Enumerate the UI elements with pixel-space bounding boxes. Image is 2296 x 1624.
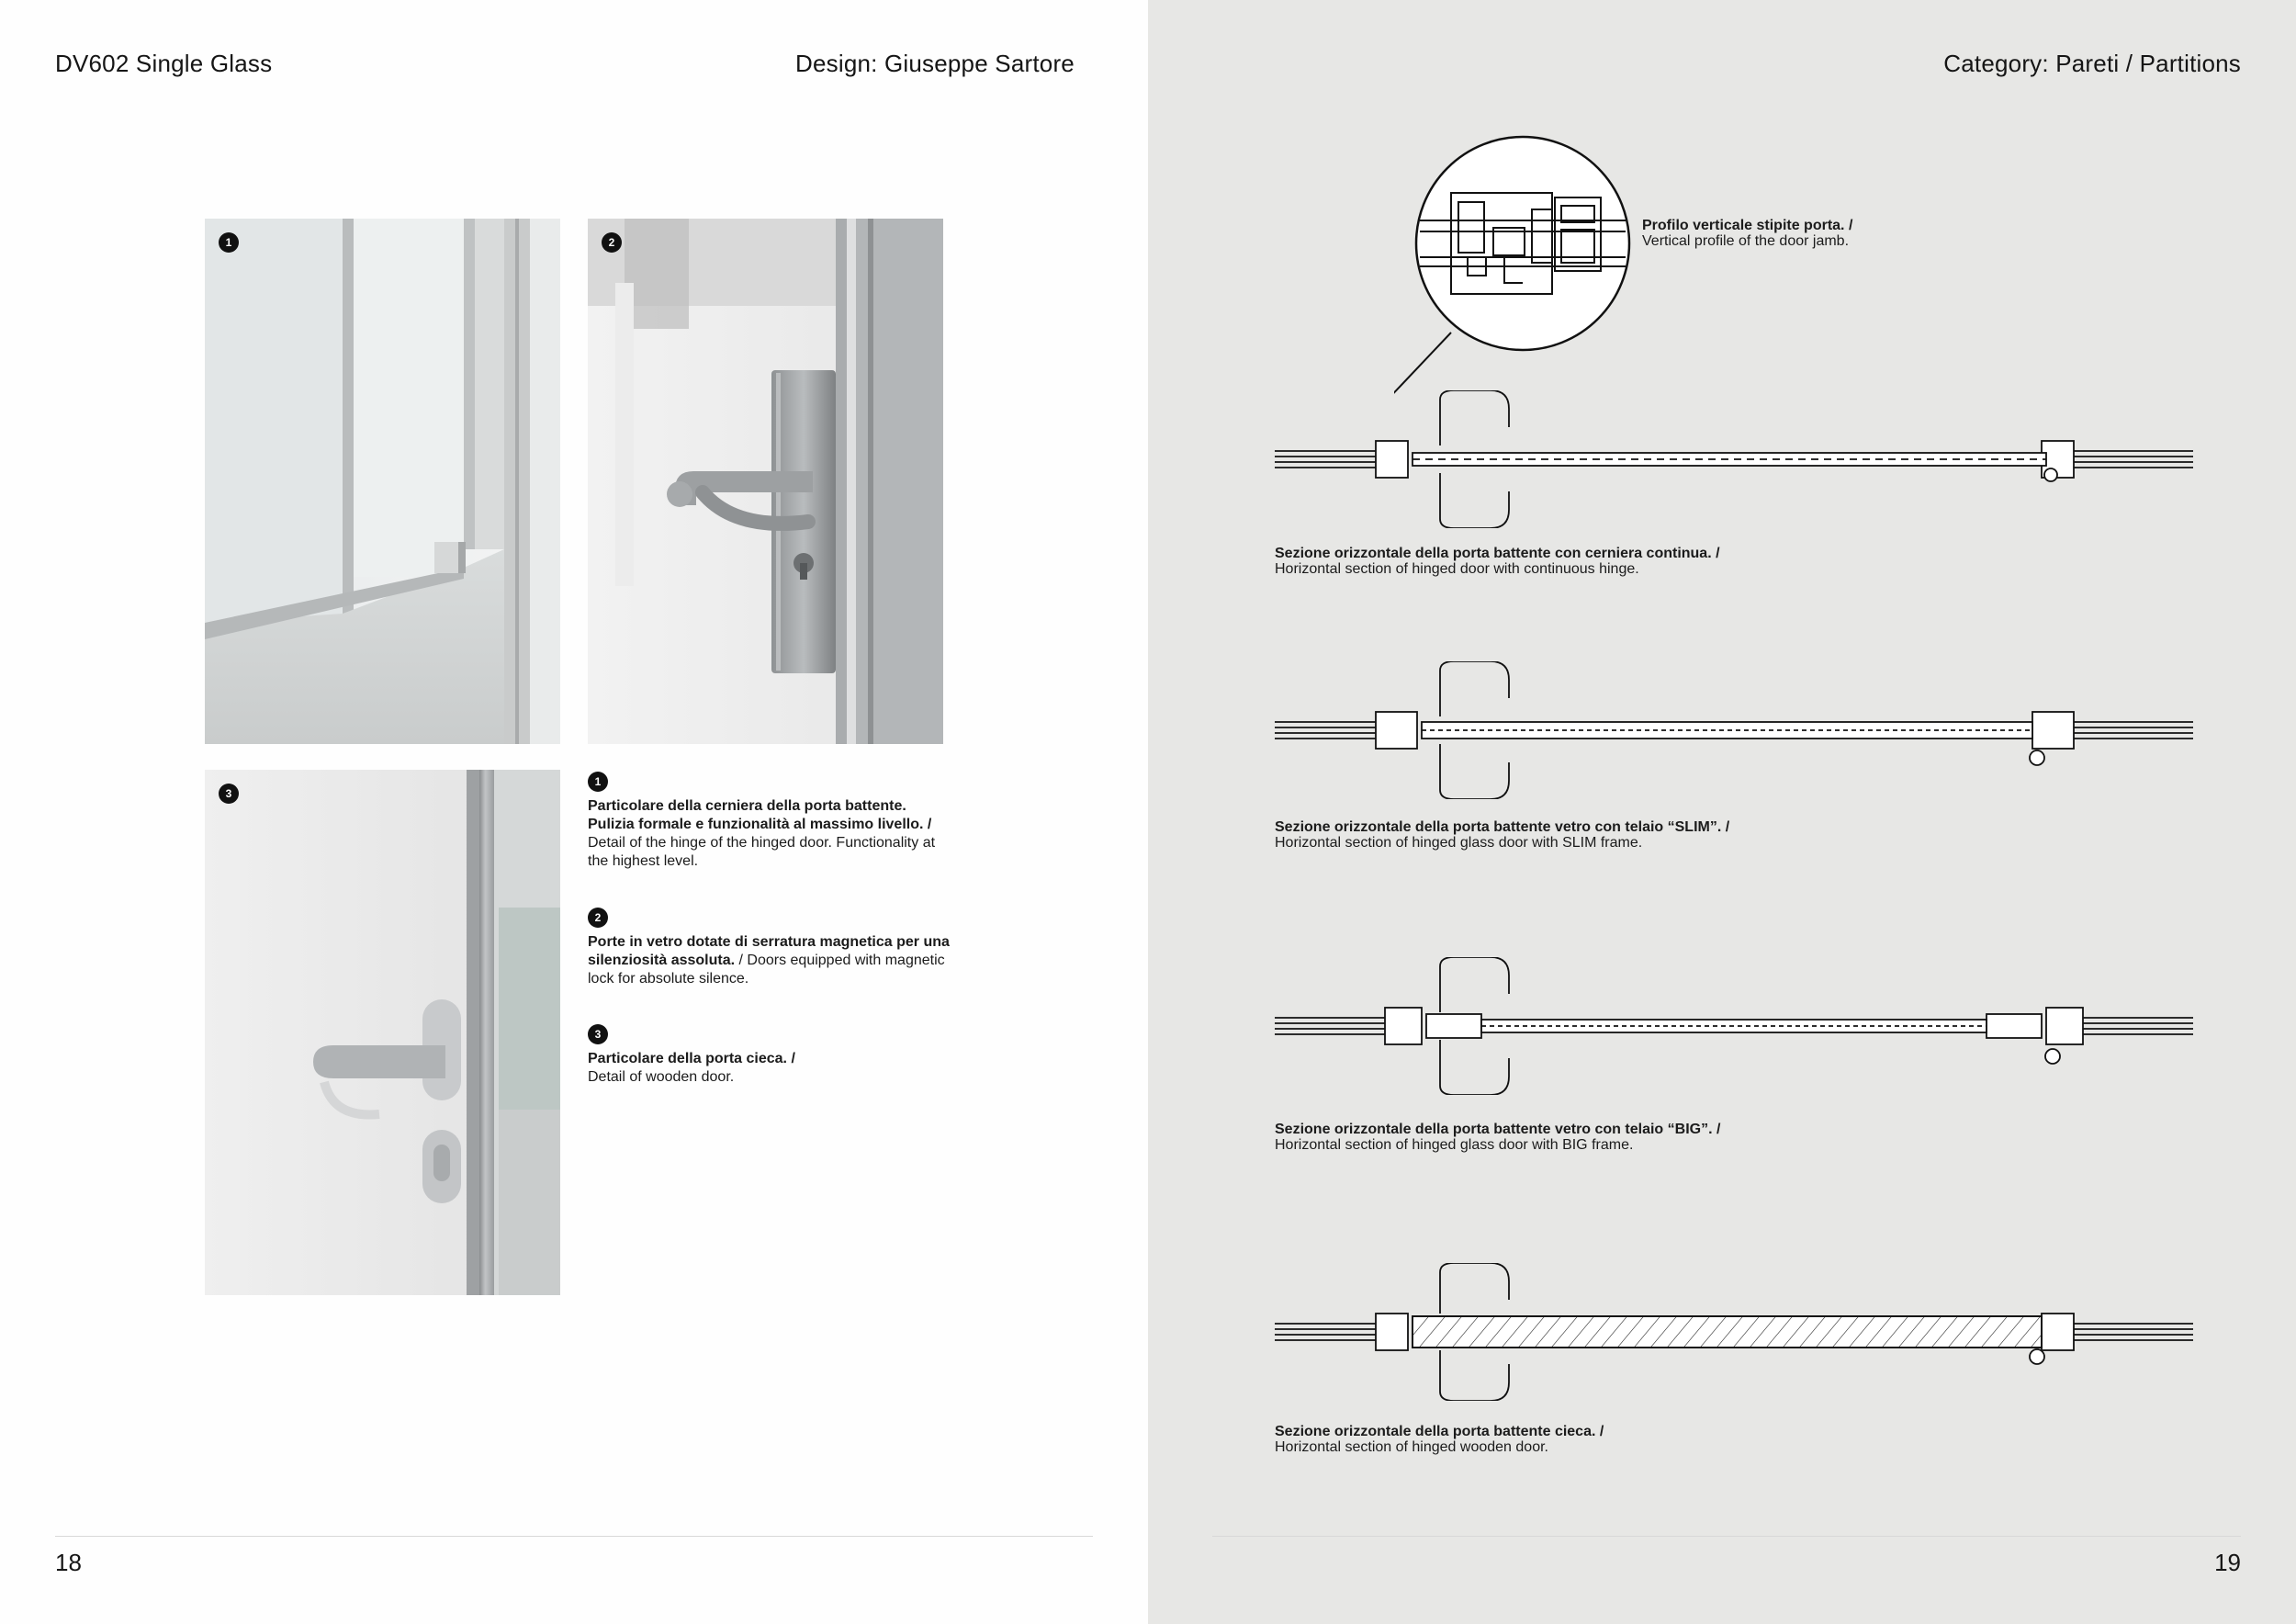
footer-rule-right	[1212, 1536, 2241, 1537]
product-title: DV602 Single Glass	[55, 50, 273, 77]
photo-badge-3: 3	[219, 784, 239, 804]
caption-3	[588, 1050, 955, 1087]
detail-caption-en: Vertical profile of the door jamb.	[1642, 233, 1850, 249]
caption-2-text: / Doors equipped with magnetic lock for absolute silence.	[588, 953, 945, 987]
caption-3-text: Detail of wooden door.	[588, 1069, 735, 1085]
section-drawing-wooden-door	[1275, 1263, 2193, 1401]
caption-1-text: Detail of the hinge of the hinged door. Functionality at the highest level.	[588, 835, 936, 869]
section-caption-3-it: Sezione orizzontale della porta battente vetro con telaio “BIG”. /	[1275, 1122, 1721, 1137]
section-caption-2-it: Sezione orizzontale della porta battente vetro con telaio “SLIM”. /	[1275, 819, 1730, 835]
caption-badge-2: 2	[588, 908, 608, 928]
designer-credit: Design: Giuseppe Sartore	[795, 50, 1075, 77]
section-caption-3	[1275, 1122, 1720, 1153]
section-caption-3-en: Horizontal section of hinged glass door with BIG frame.	[1275, 1137, 1634, 1153]
photo-badge-1: 1	[219, 232, 239, 253]
footer-rule-left	[55, 1536, 1093, 1537]
section-caption-2	[1275, 819, 1729, 851]
section-caption-2-en: Horizontal section of hinged glass door with SLIM frame.	[1275, 835, 1643, 851]
photo-badge-2: 2	[602, 232, 622, 253]
caption-1-bold: Particolare della cerniera della porta battente. Pulizia formale e funzionalità al massimo livello. /	[588, 798, 932, 832]
detail-caption-it: Profilo verticale stipite porta. /	[1642, 218, 1853, 233]
section-caption-4	[1275, 1424, 1604, 1455]
photo-hinge-detail	[205, 219, 560, 744]
caption-3-bold: Particolare della porta cieca. /	[588, 1051, 795, 1066]
page-number-left: 18	[55, 1549, 82, 1576]
section-drawing-slim-frame	[1275, 661, 2193, 799]
section-caption-4-en: Horizontal section of hinged wooden door.	[1275, 1439, 1548, 1455]
category-label: Category: Pareti / Partitions	[1943, 50, 2241, 77]
section-caption-1-it: Sezione orizzontale della porta battente con cerniera continua. /	[1275, 546, 1720, 561]
section-caption-1-en: Horizontal section of hinged door with continuous hinge.	[1275, 561, 1639, 577]
photo-handle-lock	[588, 219, 943, 744]
caption-2-bold: Porte in vetro dotate di serratura magnetica per una silenziosità assoluta.	[588, 934, 950, 968]
page-number-right: 19	[2214, 1549, 2241, 1576]
section-drawing-continuous-hinge	[1275, 390, 2193, 528]
caption-1	[588, 797, 955, 871]
detail-caption	[1642, 218, 1852, 249]
section-caption-1	[1275, 546, 1720, 577]
caption-badge-3: 3	[588, 1024, 608, 1044]
caption-2	[588, 933, 955, 988]
caption-badge-1: 1	[588, 772, 608, 792]
photo-wooden-door	[205, 770, 560, 1295]
section-drawing-big-frame	[1275, 957, 2193, 1095]
section-caption-4-it: Sezione orizzontale della porta battente cieca. /	[1275, 1424, 1604, 1439]
right-page	[1148, 0, 2296, 1624]
